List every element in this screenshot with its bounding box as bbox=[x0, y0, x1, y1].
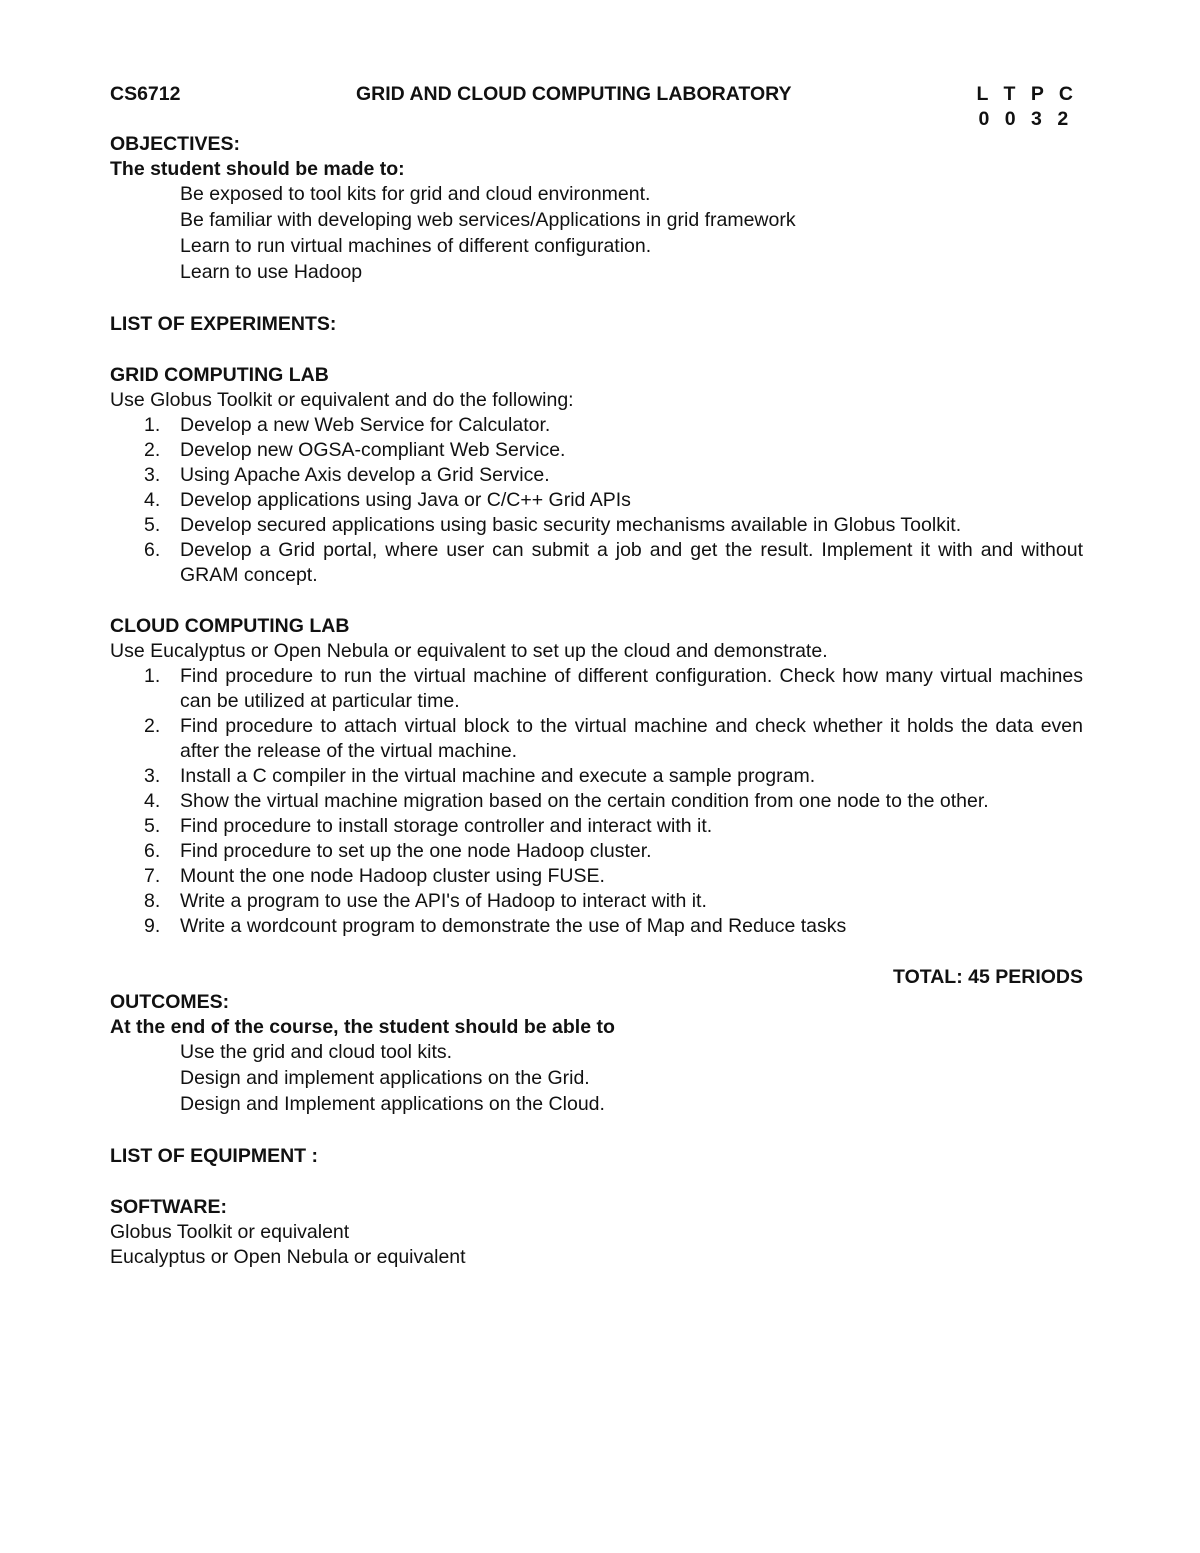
software-item: Eucalyptus or Open Nebula or equivalent bbox=[110, 1246, 466, 1268]
item-number: 2. bbox=[144, 439, 161, 461]
ltpc-values: 0 0 3 2 bbox=[978, 108, 1074, 130]
item-text: Find procedure to install storage controller and interact with it. bbox=[180, 815, 713, 837]
course-title: GRID AND CLOUD COMPUTING LABORATORY bbox=[356, 83, 792, 105]
item-text: Develop secured applications using basic security mechanisms available in Globus Toolkit. bbox=[180, 514, 962, 536]
outcome-item: Use the grid and cloud tool kits. bbox=[180, 1041, 453, 1063]
ltpc-block bbox=[977, 82, 1078, 132]
item-text: Develop a Grid portal, where user can submit a job and get the result. Implement it with and without GRAM concept. bbox=[180, 539, 1083, 586]
item-number: 3. bbox=[144, 765, 161, 787]
item-number: 6. bbox=[144, 539, 161, 561]
cloud-lab-heading: CLOUD COMPUTING LAB bbox=[110, 615, 350, 637]
item-number: 5. bbox=[144, 815, 161, 837]
ltpc-labels: L T P C bbox=[976, 83, 1078, 105]
list-item bbox=[110, 839, 1083, 864]
list-item bbox=[110, 714, 1083, 764]
objectives-list bbox=[110, 182, 1083, 286]
objective-item: Be exposed to tool kits for grid and cloud environment. bbox=[180, 183, 651, 205]
item-text: Mount the one node Hadoop cluster using FUSE. bbox=[180, 865, 605, 887]
list-item bbox=[110, 463, 1083, 488]
item-text: Write a program to use the API's of Hadoop to interact with it. bbox=[180, 890, 707, 912]
total-periods: TOTAL: 45 PERIODS bbox=[893, 966, 1083, 988]
item-number: 9. bbox=[144, 915, 161, 937]
course-header bbox=[110, 82, 1083, 132]
list-item bbox=[110, 889, 1083, 914]
item-number: 8. bbox=[144, 890, 161, 912]
item-text: Find procedure to attach virtual block to the virtual machine and check whether it holds the data even after the release of the virtual machine. bbox=[180, 715, 1083, 762]
objective-item: Be familiar with developing web services/Applications in grid framework bbox=[180, 209, 796, 231]
item-number: 2. bbox=[144, 715, 161, 737]
item-number: 6. bbox=[144, 840, 161, 862]
software-heading: SOFTWARE: bbox=[110, 1196, 227, 1218]
outcomes-list bbox=[110, 1040, 1083, 1118]
item-text: Develop applications using Java or C/C++ Grid APIs bbox=[180, 489, 631, 511]
item-number: 5. bbox=[144, 514, 161, 536]
list-item bbox=[110, 488, 1083, 513]
list-item bbox=[110, 413, 1083, 438]
list-item bbox=[110, 538, 1083, 588]
item-text: Find procedure to set up the one node Hadoop cluster. bbox=[180, 840, 652, 862]
objective-item: Learn to use Hadoop bbox=[180, 261, 363, 283]
list-item bbox=[110, 513, 1083, 538]
list-item bbox=[110, 438, 1083, 463]
list-item bbox=[110, 864, 1083, 889]
item-text: Develop a new Web Service for Calculator. bbox=[180, 414, 551, 436]
item-text: Write a wordcount program to demonstrate the use of Map and Reduce tasks bbox=[180, 915, 847, 937]
grid-lab-heading: GRID COMPUTING LAB bbox=[110, 364, 329, 386]
cloud-lab-list bbox=[110, 664, 1083, 939]
outcomes-heading: OUTCOMES: bbox=[110, 991, 230, 1013]
list-item bbox=[110, 789, 1083, 814]
outcome-item: Design and Implement applications on the Cloud. bbox=[180, 1093, 605, 1115]
objectives-heading: OBJECTIVES: bbox=[110, 133, 241, 155]
list-item bbox=[110, 914, 1083, 939]
cloud-lab-intro: Use Eucalyptus or Open Nebula or equivalent to set up the cloud and demonstrate. bbox=[110, 640, 828, 662]
item-number: 4. bbox=[144, 489, 161, 511]
item-number: 1. bbox=[144, 414, 161, 436]
item-text: Using Apache Axis develop a Grid Service. bbox=[180, 464, 550, 486]
syllabus-page bbox=[110, 82, 1083, 1270]
item-text: Develop new OGSA-compliant Web Service. bbox=[180, 439, 566, 461]
list-item bbox=[110, 814, 1083, 839]
list-item bbox=[110, 664, 1083, 714]
item-text: Install a C compiler in the virtual machine and execute a sample program. bbox=[180, 765, 816, 787]
outcomes-intro: At the end of the course, the student should be able to bbox=[110, 1016, 615, 1038]
equipment-heading: LIST OF EQUIPMENT : bbox=[110, 1145, 318, 1167]
grid-lab-list bbox=[110, 413, 1083, 588]
experiments-heading: LIST OF EXPERIMENTS: bbox=[110, 313, 337, 335]
course-code: CS6712 bbox=[110, 83, 181, 105]
list-item bbox=[110, 764, 1083, 789]
objectives-intro: The student should be made to: bbox=[110, 158, 405, 180]
outcome-item: Design and implement applications on the Grid. bbox=[180, 1067, 590, 1089]
software-item: Globus Toolkit or equivalent bbox=[110, 1221, 350, 1243]
objective-item: Learn to run virtual machines of different configuration. bbox=[180, 235, 652, 257]
item-text: Find procedure to run the virtual machine of different configuration. Check how many virtual machines can be utilized at particular time. bbox=[180, 665, 1083, 712]
item-number: 7. bbox=[144, 865, 161, 887]
item-text: Show the virtual machine migration based on the certain condition from one node to the other. bbox=[180, 790, 989, 812]
item-number: 3. bbox=[144, 464, 161, 486]
grid-lab-intro: Use Globus Toolkit or equivalent and do the following: bbox=[110, 389, 574, 411]
item-number: 1. bbox=[144, 665, 161, 687]
item-number: 4. bbox=[144, 790, 161, 812]
